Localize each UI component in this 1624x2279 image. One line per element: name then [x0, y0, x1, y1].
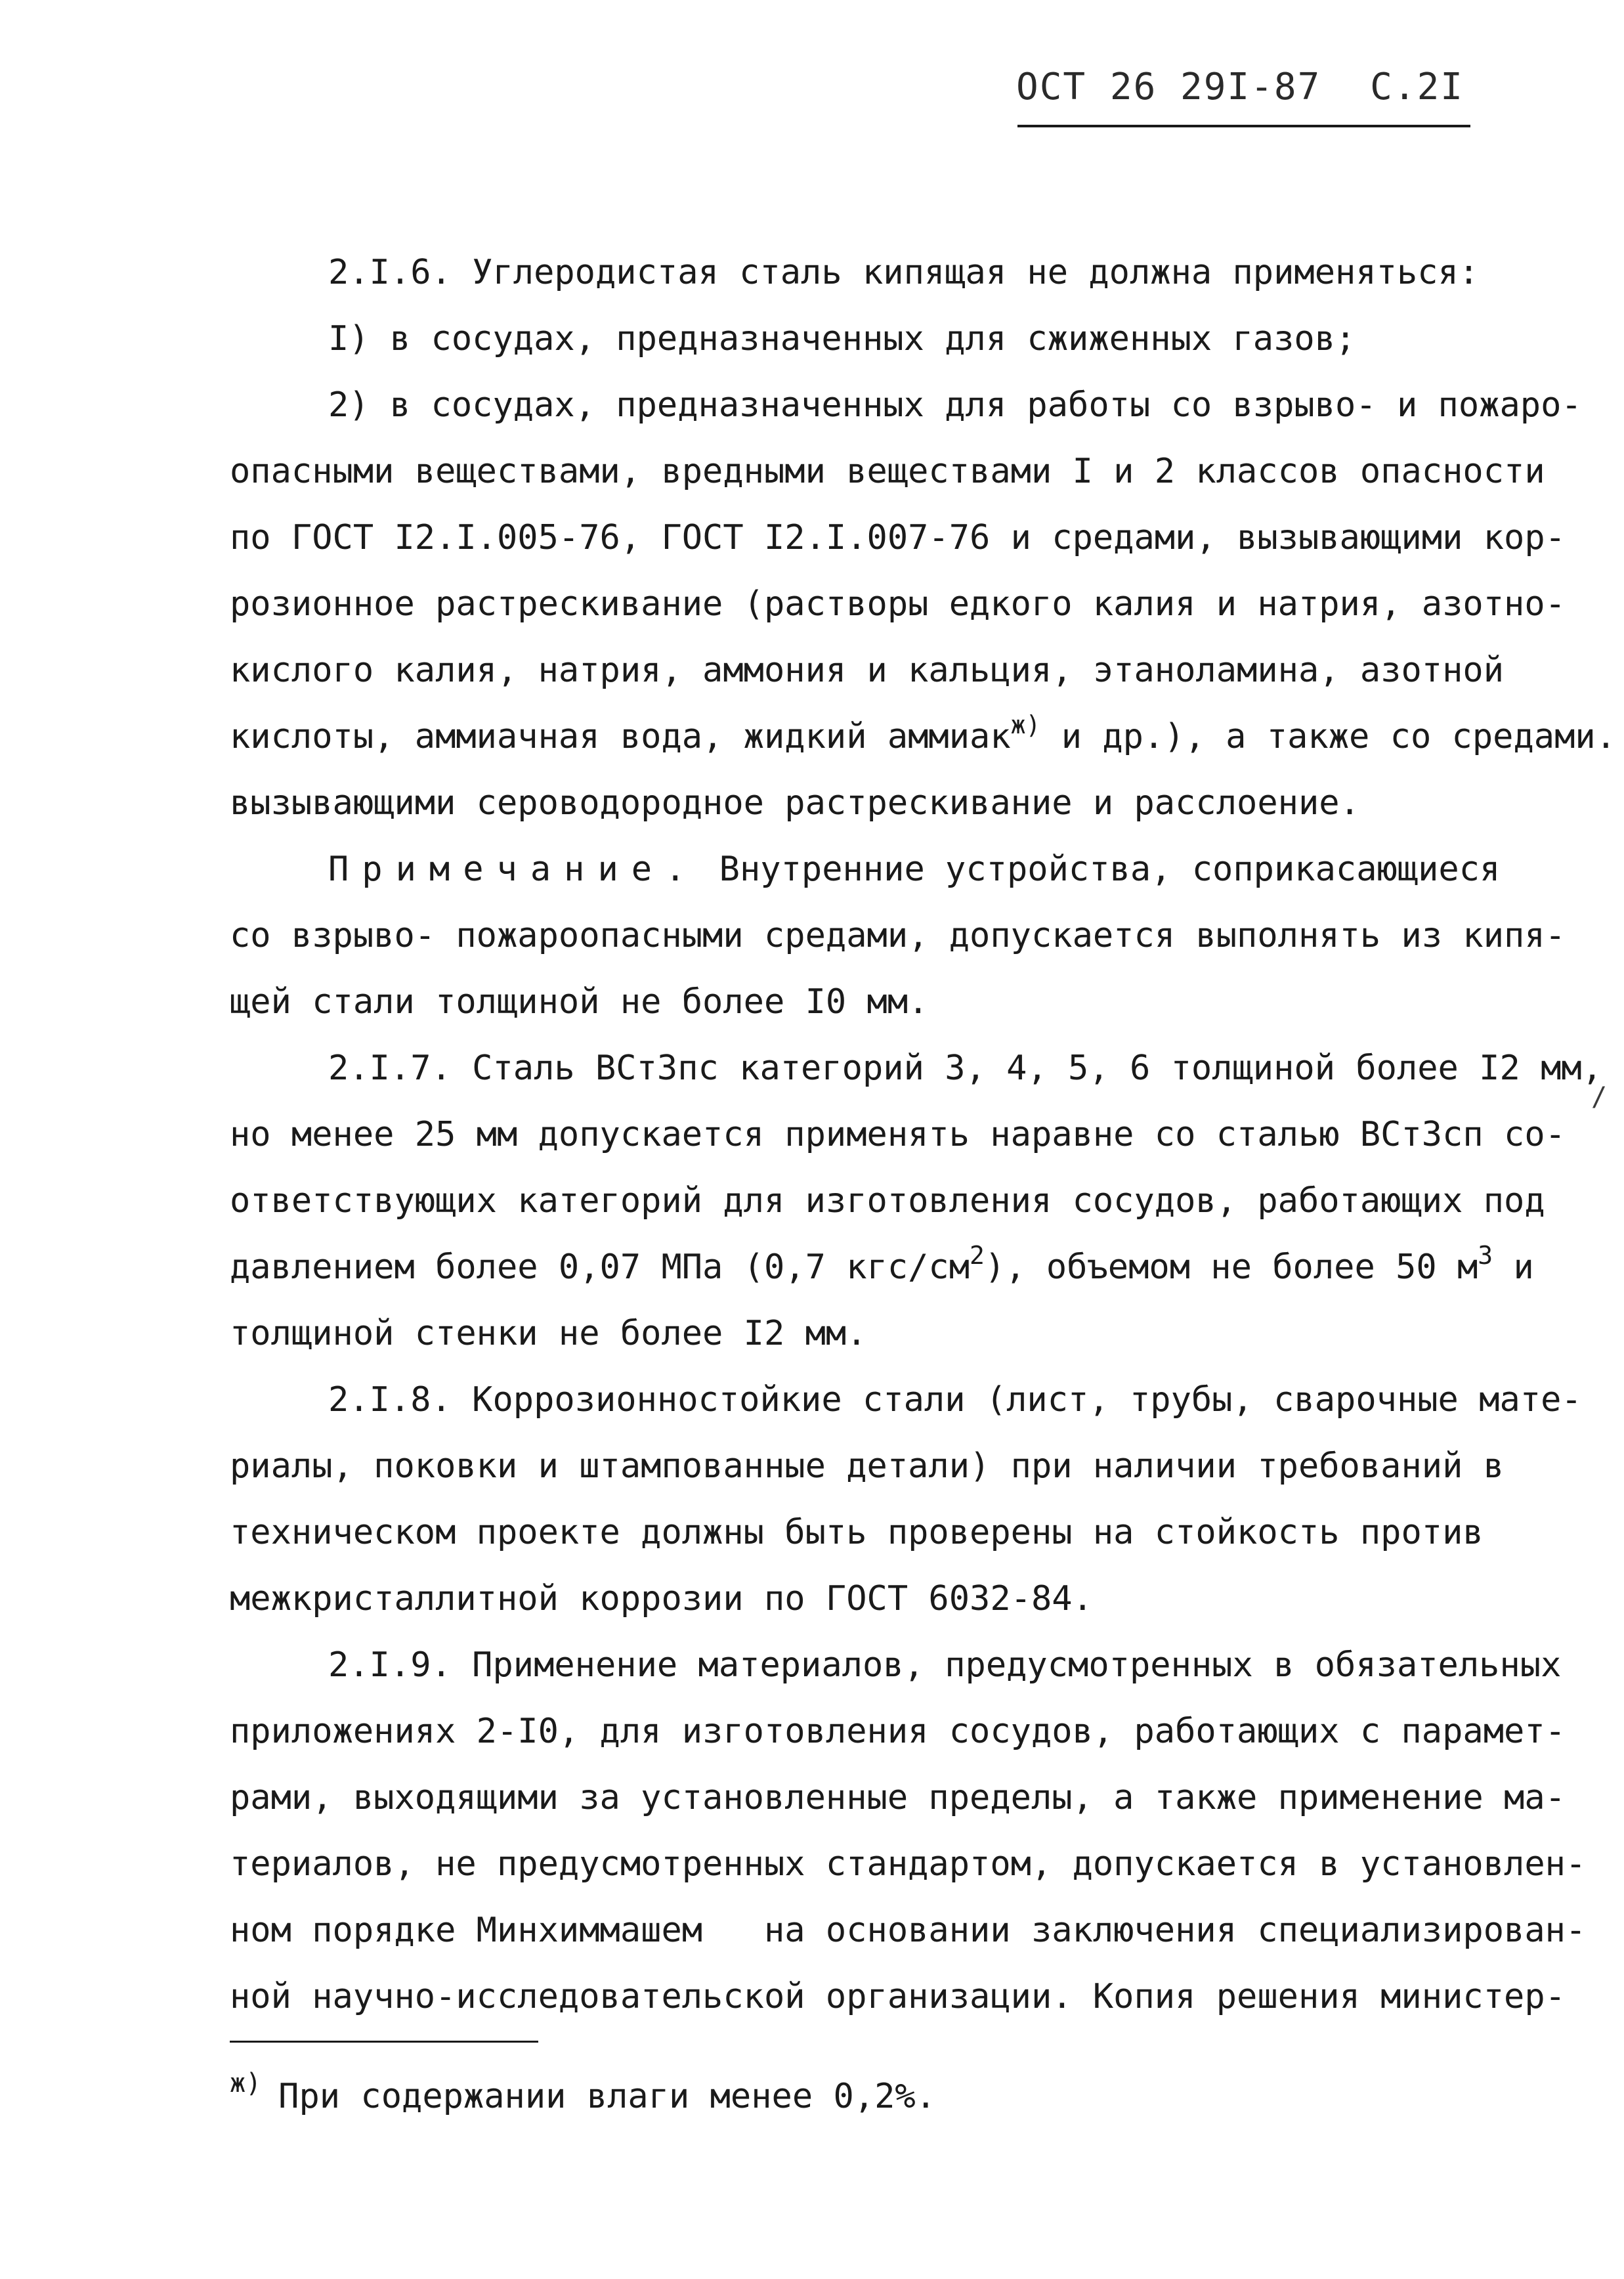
- line-text: кислоты, аммиачная вода, жидкий аммиак: [230, 717, 1011, 756]
- line-text: межкристаллитной коррозии по ГОСТ 6032-84.: [230, 1579, 1093, 1618]
- text-line: [230, 306, 1602, 372]
- text-line: [230, 1566, 1602, 1632]
- line-text: толщиной стенки не более I2 мм.: [230, 1314, 867, 1353]
- text-line: [230, 1168, 1602, 1234]
- line-text: рами, выходящими за установленные пределы, а также применение ма-: [230, 1778, 1566, 1817]
- text-line: [230, 240, 1602, 306]
- text-line: [230, 1301, 1602, 1367]
- line-text: 2.I.9. Применение материалов, предусмотренных в обязательных: [328, 1645, 1562, 1685]
- text-line: [230, 836, 1602, 903]
- text-line: [230, 1699, 1602, 1765]
- text-line: [230, 770, 1602, 836]
- note-heading: Примечание.: [328, 850, 699, 889]
- text-line: [230, 638, 1602, 704]
- superscript: ж): [1010, 710, 1041, 739]
- line-text: щей стали толщиной не более I0 мм.: [230, 982, 929, 1022]
- superscript: 3: [1478, 1241, 1493, 1270]
- text-line: [230, 571, 1602, 638]
- text-line: [230, 1433, 1602, 1500]
- line-text: техническом проекте должны быть проверены на стойкость против: [230, 1513, 1484, 1552]
- line-text: опасными веществами, вредными веществами I и 2 классов опасности: [230, 452, 1545, 491]
- line-text: ответствующих категорий для изготовления сосудов, работающих под: [230, 1181, 1545, 1221]
- text-line: [230, 505, 1602, 571]
- body-text: [230, 240, 1617, 2030]
- text-line: [230, 704, 1617, 770]
- line-text-cont: и др.), а также со средами.: [1040, 717, 1617, 756]
- line-text-cont: и: [1493, 1248, 1534, 1287]
- text-line: [230, 439, 1602, 505]
- text-line: [230, 1898, 1602, 1964]
- line-text: вызывающими сероводородное растрескивание и расслоение.: [230, 783, 1360, 823]
- line-text: по ГОСТ I2.I.005-76, ГОСТ I2.I.007-76 и средами, вызывающими кор-: [230, 518, 1566, 557]
- footnote-text: При содержании влаги менее 0,2%.: [278, 2077, 936, 2116]
- text-line: [230, 1632, 1602, 1699]
- line-text: I) в сосудах, предназначенных для сжиженных газов;: [328, 319, 1356, 358]
- text-line: [230, 1102, 1602, 1168]
- line-text: ном порядке Минхиммашем на основании заключения специализирован-: [230, 1911, 1587, 1950]
- line-text: но менее 25 мм допускается применять наравне со сталью ВСт3сп со-: [230, 1115, 1566, 1154]
- page-header: [1016, 66, 1476, 118]
- line-text: розионное растрескивание (растворы едкого калия и натрия, азотно-: [230, 584, 1566, 624]
- text-line: [230, 1035, 1602, 1102]
- text-line: [230, 1367, 1602, 1433]
- line-text: 2.I.6. Углеродистая сталь кипящая не должна применяться:: [328, 253, 1480, 292]
- line-text: со взрыво- пожароопасными средами, допускается выполнять из кипя-: [230, 916, 1566, 955]
- text-line: [230, 969, 1602, 1035]
- standard-number: ОСТ 26 29I-87: [1016, 66, 1321, 108]
- line-text-cont: ), объемом не более 50 м: [984, 1248, 1478, 1287]
- text-line: [230, 903, 1602, 969]
- margin-mark: /: [1591, 1082, 1608, 1112]
- line-text: 2.I.8. Коррозионностойкие стали (лист, трубы, сварочные мате-: [328, 1380, 1582, 1420]
- text-line: [230, 1964, 1602, 2030]
- footnote: [230, 2068, 936, 2116]
- footnote-separator: [230, 2041, 538, 2043]
- line-text-cont: Внутренние устройства, соприкасающиеся: [698, 850, 1501, 889]
- text-line: [230, 372, 1602, 439]
- text-line: [230, 1765, 1602, 1831]
- text-line: [230, 1831, 1602, 1898]
- superscript: 2: [970, 1241, 985, 1270]
- line-text: ной научно-исследовательской организации. Копия решения министер-: [230, 1977, 1566, 2016]
- line-text: 2) в сосудах, предназначенных для работы со взрыво- и пожаро-: [328, 385, 1582, 425]
- page-number: С.2I: [1370, 66, 1464, 108]
- header-underline: [1017, 125, 1470, 127]
- line-text: давлением более 0,07 МПа (0,7 кгс/см: [230, 1248, 970, 1287]
- text-line: [230, 1500, 1602, 1566]
- text-line: [230, 1234, 1602, 1301]
- line-text: риалы, поковки и штампованные детали) при наличии требований в: [230, 1446, 1505, 1486]
- footnote-mark: ж): [230, 2068, 262, 2098]
- line-text: кислого калия, натрия, аммония и кальция, этаноламина, азотной: [230, 651, 1505, 690]
- line-text: приложениях 2-I0, для изготовления сосудов, работающих с парамет-: [230, 1712, 1566, 1751]
- line-text: 2.I.7. Сталь ВСт3пс категорий 3, 4, 5, 6 толщиной более I2 мм,: [328, 1049, 1603, 1088]
- line-text: териалов, не предусмотренных стандартом, допускается в установлен-: [230, 1844, 1587, 1884]
